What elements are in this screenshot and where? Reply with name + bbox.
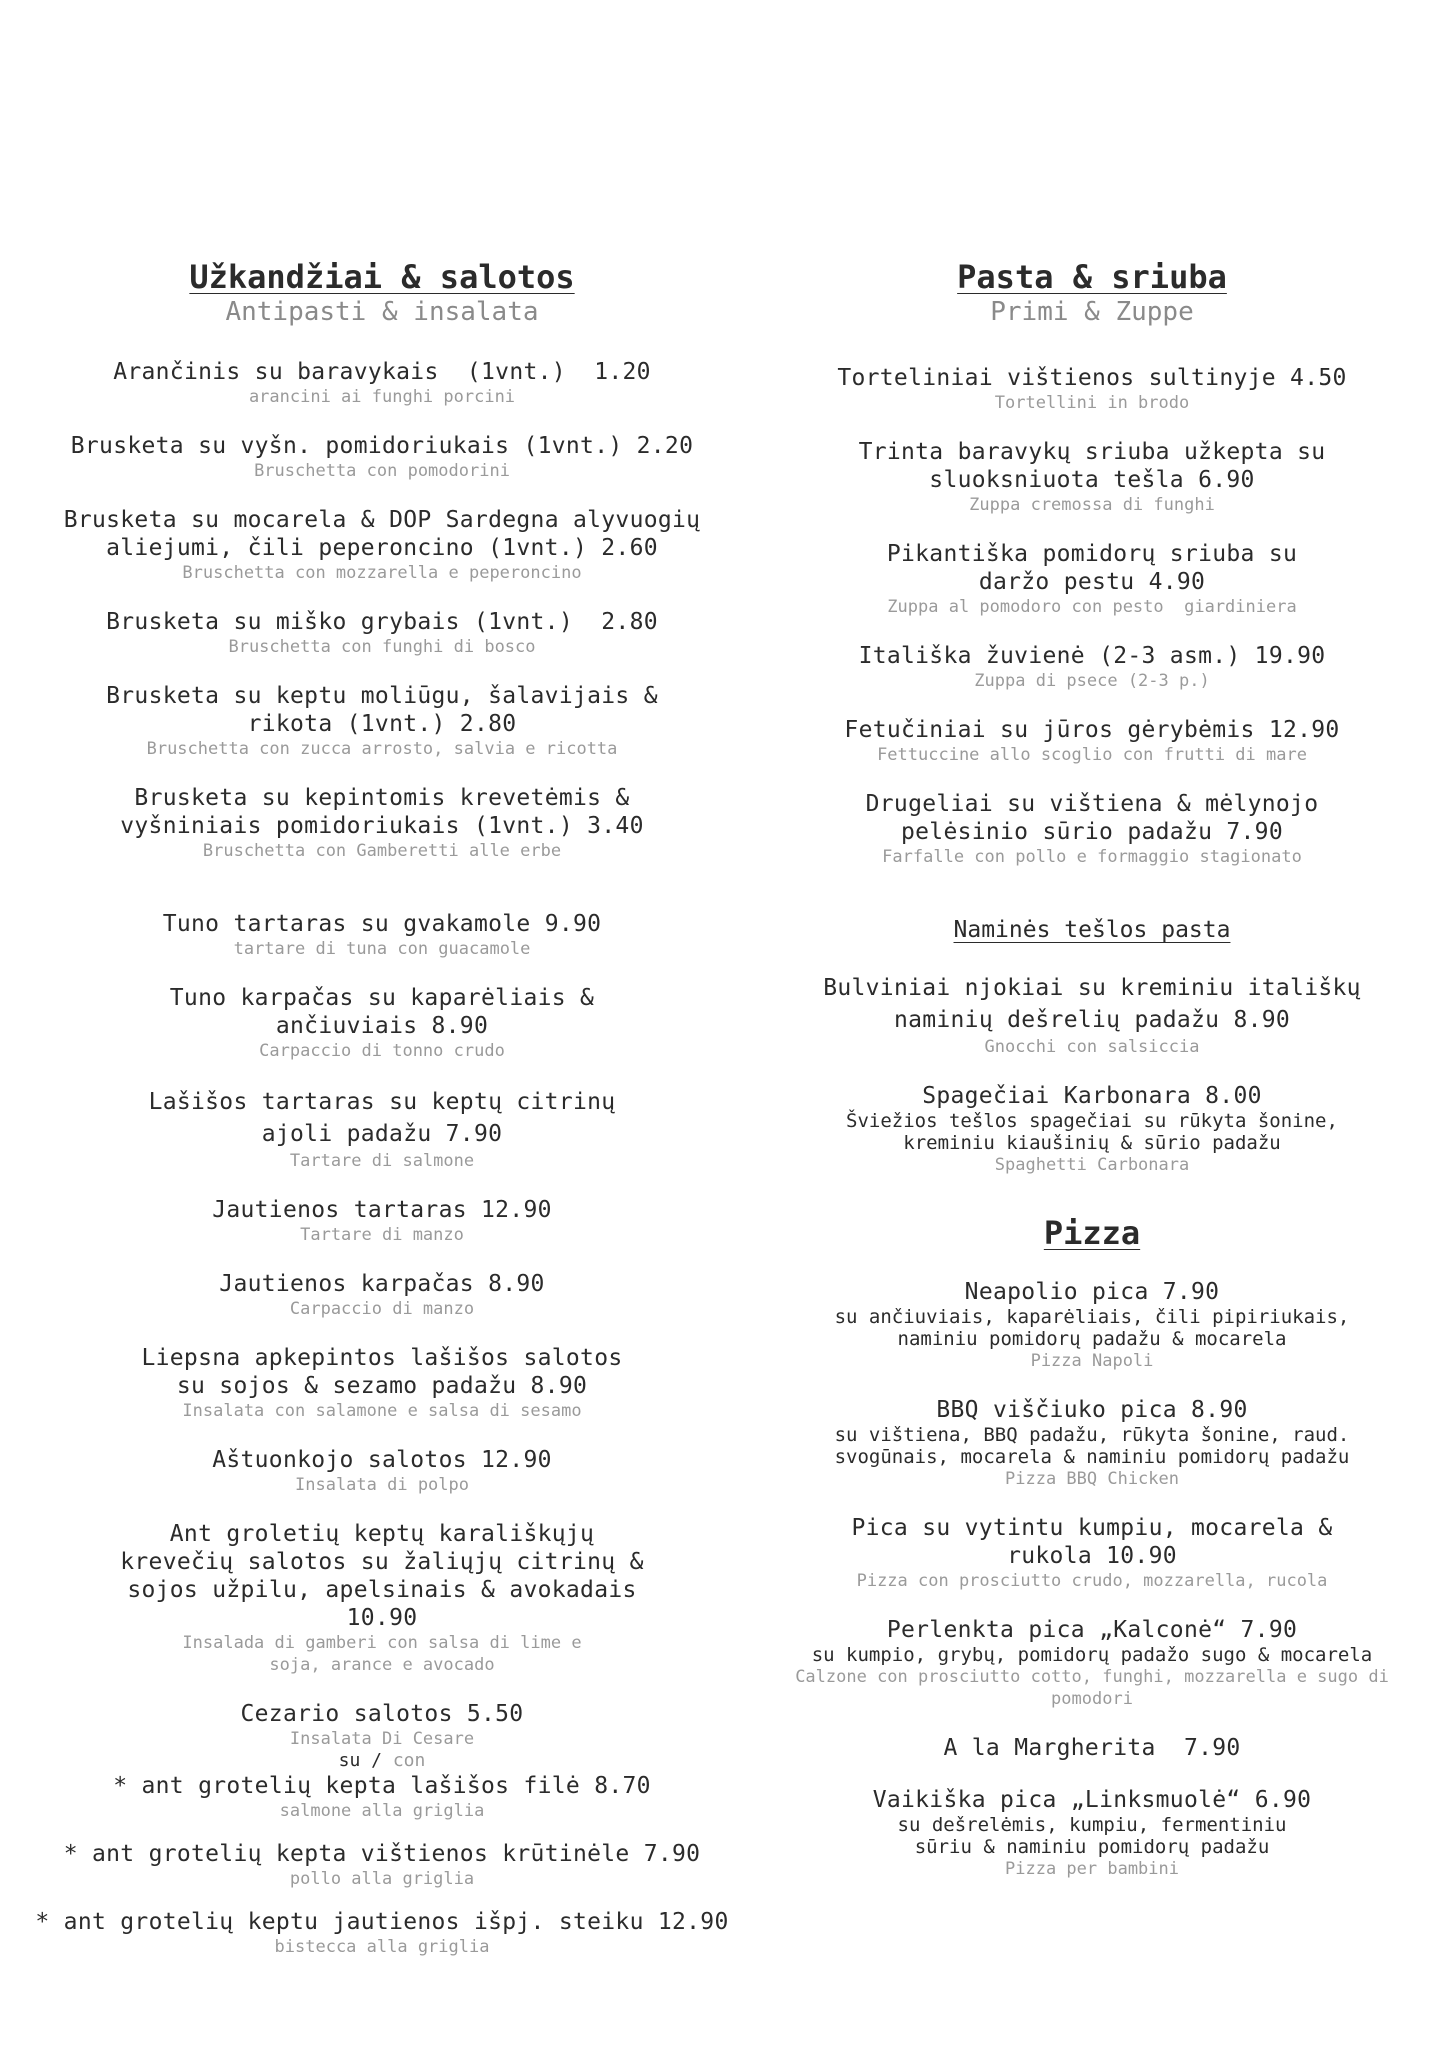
menu-item-name: Liepsna apkepintos lašišos salotos su sojos & sezamo padažu 8.90 xyxy=(141,1345,623,1399)
menu-item-italian: Pizza BBQ Chicken xyxy=(1005,1469,1179,1489)
menu-item-italian: Farfalle con pollo e formaggio stagionato xyxy=(882,847,1302,867)
menu-item-name: Perlenkta pica „Kalconė“ 7.90 xyxy=(886,1617,1298,1643)
menu-item xyxy=(22,682,742,760)
pasta-column xyxy=(776,258,1408,1904)
menu-item-italian: arancini ai funghi porcini xyxy=(248,387,516,407)
menu-item-name: Lašišos tartaras su keptų citrinų ajoli padažu 7.90 xyxy=(148,1089,616,1147)
menu-item-name: BBQ viščiuko pica 8.90 xyxy=(936,1397,1248,1423)
menu-item-italian: Carpaccio di manzo xyxy=(289,1299,475,1319)
menu-item-name: Tuno karpačas su kaparėliais & ančiuviais 8.90 xyxy=(169,985,595,1039)
menu-item xyxy=(22,1520,742,1676)
menu-item xyxy=(776,642,1408,692)
caesar-options-label xyxy=(22,1750,742,1772)
antipasti-column xyxy=(22,258,742,1958)
menu-item-italian: Insalata con salamone e salsa di sesamo xyxy=(182,1401,582,1421)
section-title-pizza: Pizza xyxy=(1043,1214,1141,1252)
section-subtitle-antipasti: Antipasti & insalata xyxy=(225,297,539,327)
menu-item xyxy=(776,1396,1408,1490)
menu-item-name: Fetučiniai su jūros gėrybėmis 12.90 xyxy=(844,717,1340,743)
menu-item xyxy=(22,608,742,658)
homemade-pasta-heading: Naminės tešlos pasta xyxy=(953,917,1231,943)
menu-item-italian: Tartare di manzo xyxy=(300,1225,464,1245)
menu-item xyxy=(776,716,1408,766)
menu-item-name: Pikantiška pomidorų sriuba su daržo pestu 4.90 xyxy=(886,541,1298,595)
menu-item xyxy=(776,1616,1408,1710)
menu-item xyxy=(22,1196,742,1246)
menu-item xyxy=(22,784,742,862)
menu-item xyxy=(22,1086,742,1172)
menu-item xyxy=(776,972,1408,1058)
menu-item-italian: Calzone con prosciutto cotto, funghi, mozzarella e sugo di pomodori xyxy=(795,1667,1389,1709)
menu-item-italian: Insalada di gamberi con salsa di lime e soja, arance e avocado xyxy=(182,1633,582,1675)
menu-item-name: Brusketa su keptu moliūgu, šalavijais & rikota (1vnt.) 2.80 xyxy=(106,683,658,737)
menu-item-name: Trinta baravykų sriuba užkepta su sluoksniuota tešla 6.90 xyxy=(858,439,1326,493)
menu-item xyxy=(22,984,742,1062)
con-label: con xyxy=(392,1750,426,1771)
menu-option-name: * ant grotelių keptu jautienos išpj. steiku 12.90 xyxy=(35,1909,729,1935)
menu-item-italian: Zuppa di psece (2-3 p.) xyxy=(974,671,1210,691)
menu-item-name: Jautienos tartaras 12.90 xyxy=(212,1197,552,1223)
menu-item-italian: Insalata Di Cesare xyxy=(289,1729,475,1749)
menu-item-description: su ančiuviais, kaparėliais, čili pipiriukais, naminiu pomidorų padažu & mocarela xyxy=(834,1306,1350,1350)
menu-item xyxy=(22,910,742,960)
menu-item-name: Cezario salotos 5.50 xyxy=(240,1701,524,1727)
menu-item-name: Brusketa su kepintomis krevetėmis & vyšniniais pomidoriukais (1vnt.) 3.40 xyxy=(120,785,644,839)
menu-item-italian: Bruschetta con Gamberetti alle erbe xyxy=(202,841,562,861)
menu-item-name: Aštuonkojo salotos 12.90 xyxy=(212,1447,552,1473)
section-title-antipasti: Užkandžiai & salotos xyxy=(189,258,575,296)
menu-item-italian: Zuppa al pomodoro con pesto giardiniera xyxy=(887,597,1297,617)
menu-item xyxy=(776,1786,1408,1880)
menu-item xyxy=(22,1270,742,1320)
menu-item xyxy=(22,1344,742,1422)
menu-item xyxy=(776,1082,1408,1176)
su-label: su xyxy=(338,1750,361,1771)
menu-item-name: Bulviniai njokiai su kreminiu itališkų naminių dešrelių padažu 8.90 xyxy=(823,975,1361,1033)
section-title-pasta: Pasta & sriuba xyxy=(957,258,1227,296)
menu-item-italian: Pizza con prosciutto crudo, mozzarella, rucola xyxy=(856,1571,1328,1591)
menu-item-italian: Gnocchi con salsiccia xyxy=(984,1037,1200,1057)
menu-item-italian: Bruschetta con zucca arrosto, salvia e ricotta xyxy=(146,739,618,759)
menu-item-italian: Spaghetti Carbonara xyxy=(994,1155,1190,1175)
menu-item xyxy=(22,506,742,584)
menu-item xyxy=(776,1514,1408,1592)
menu-item xyxy=(22,432,742,482)
homemade-pasta-list xyxy=(776,972,1408,1176)
menu-item-italian: Carpaccio di tonno crudo xyxy=(259,1041,505,1061)
menu-item-italian: Tortellini in brodo xyxy=(994,393,1190,413)
pasta-soup-list xyxy=(776,364,1408,868)
starters-list xyxy=(22,910,742,1676)
caesar-salad xyxy=(22,1700,742,1958)
menu-item-italian: tartare di tuna con guacamole xyxy=(233,939,531,959)
menu-item-italian: Pizza per bambini xyxy=(1005,1859,1179,1879)
menu-item-name: Brusketa su mocarela & DOP Sardegna alyvuogių aliejumi, čili peperoncino (1vnt.) 2.60 xyxy=(63,507,701,561)
menu-item-name: Brusketa su miško grybais (1vnt.) 2.80 xyxy=(106,609,658,635)
menu-item-name: A la Margherita 7.90 xyxy=(943,1735,1241,1761)
menu-item-name: Arančinis su baravykais (1vnt.) 1.20 xyxy=(113,359,651,385)
menu-item-name: Pica su vytintu kumpiu, mocarela & rukola 10.90 xyxy=(851,1515,1333,1569)
menu-item-italian: Fettuccine allo scoglio con frutti di mare xyxy=(877,745,1307,765)
menu-item-name: Jautienos karpačas 8.90 xyxy=(219,1271,545,1297)
menu-item-description: su dešrelėmis, kumpiu, fermentiniu sūriu & naminiu pomidorų padažu xyxy=(897,1814,1287,1858)
menu-option-italian: salmone alla griglia xyxy=(279,1801,485,1821)
menu-item-description: Šviežios tešlos spagečiai su rūkyta šonine, kreminiu kiaušinių & sūrio padažu xyxy=(846,1110,1338,1154)
menu-option-italian: pollo alla griglia xyxy=(289,1869,475,1889)
menu-item xyxy=(22,1446,742,1496)
menu-item-italian: Insalata di polpo xyxy=(295,1475,469,1495)
menu-item-name: Vaikiška pica „Linksmuolė“ 6.90 xyxy=(872,1787,1312,1813)
menu-item-italian: Bruschetta con mozzarella e peperoncino xyxy=(182,563,582,583)
menu-item-italian: Bruschetta con pomodorini xyxy=(254,461,510,481)
pizza-list xyxy=(776,1278,1408,1880)
menu-item xyxy=(776,540,1408,618)
menu-item xyxy=(776,1734,1408,1762)
menu-item-italian: Zuppa cremossa di funghi xyxy=(969,495,1215,515)
menu-item-name: Itališka žuvienė (2-3 asm.) 19.90 xyxy=(858,643,1326,669)
bruschetta-list xyxy=(22,358,742,862)
menu-item-name: Torteliniai vištienos sultinyje 4.50 xyxy=(837,365,1347,391)
menu-option-italian: bistecca alla griglia xyxy=(274,1937,490,1957)
menu-item-description: su vištiena, BBQ padažu, rūkyta šonine, raud. svogūnais, mocarela & naminiu pomidorų padažu xyxy=(834,1424,1350,1468)
menu-item-italian: Bruschetta con funghi di bosco xyxy=(228,637,536,657)
slash-separator: / xyxy=(360,1750,393,1771)
menu-item xyxy=(776,1278,1408,1372)
menu-item-name: Neapolio pica 7.90 xyxy=(964,1279,1220,1305)
menu-item-name: Ant groletių keptų karališkųjų krevečių salotos su žaliųjų citrinų & sojos užpilu, apelsinais & avokadais 10.90 xyxy=(120,1521,644,1631)
menu-item xyxy=(776,438,1408,516)
menu-item-name: Drugeliai su vištiena & mėlynojo pelėsinio sūrio padažu 7.90 xyxy=(865,791,1319,845)
menu-item-italian: Pizza Napoli xyxy=(1030,1351,1154,1371)
menu-option-name: * ant grotelių kepta lašišos filė 8.70 xyxy=(113,1773,651,1799)
menu-item xyxy=(22,358,742,408)
menu-item-name: Tuno tartaras su gvakamole 9.90 xyxy=(162,911,602,937)
menu-option-name: * ant grotelių kepta vištienos krūtinėle 7.90 xyxy=(63,1841,701,1867)
section-subtitle-pasta: Primi & Zuppe xyxy=(990,297,1194,327)
menu-item-name: Spagečiai Karbonara 8.00 xyxy=(922,1083,1262,1109)
menu-item xyxy=(776,364,1408,414)
menu-item-description: su kumpio, grybų, pomidorų padažo sugo & mocarela xyxy=(811,1644,1373,1666)
menu-item-name: Brusketa su vyšn. pomidoriukais (1vnt.) 2.20 xyxy=(70,433,694,459)
menu-item xyxy=(776,790,1408,868)
menu-item-italian: Tartare di salmone xyxy=(289,1151,475,1171)
